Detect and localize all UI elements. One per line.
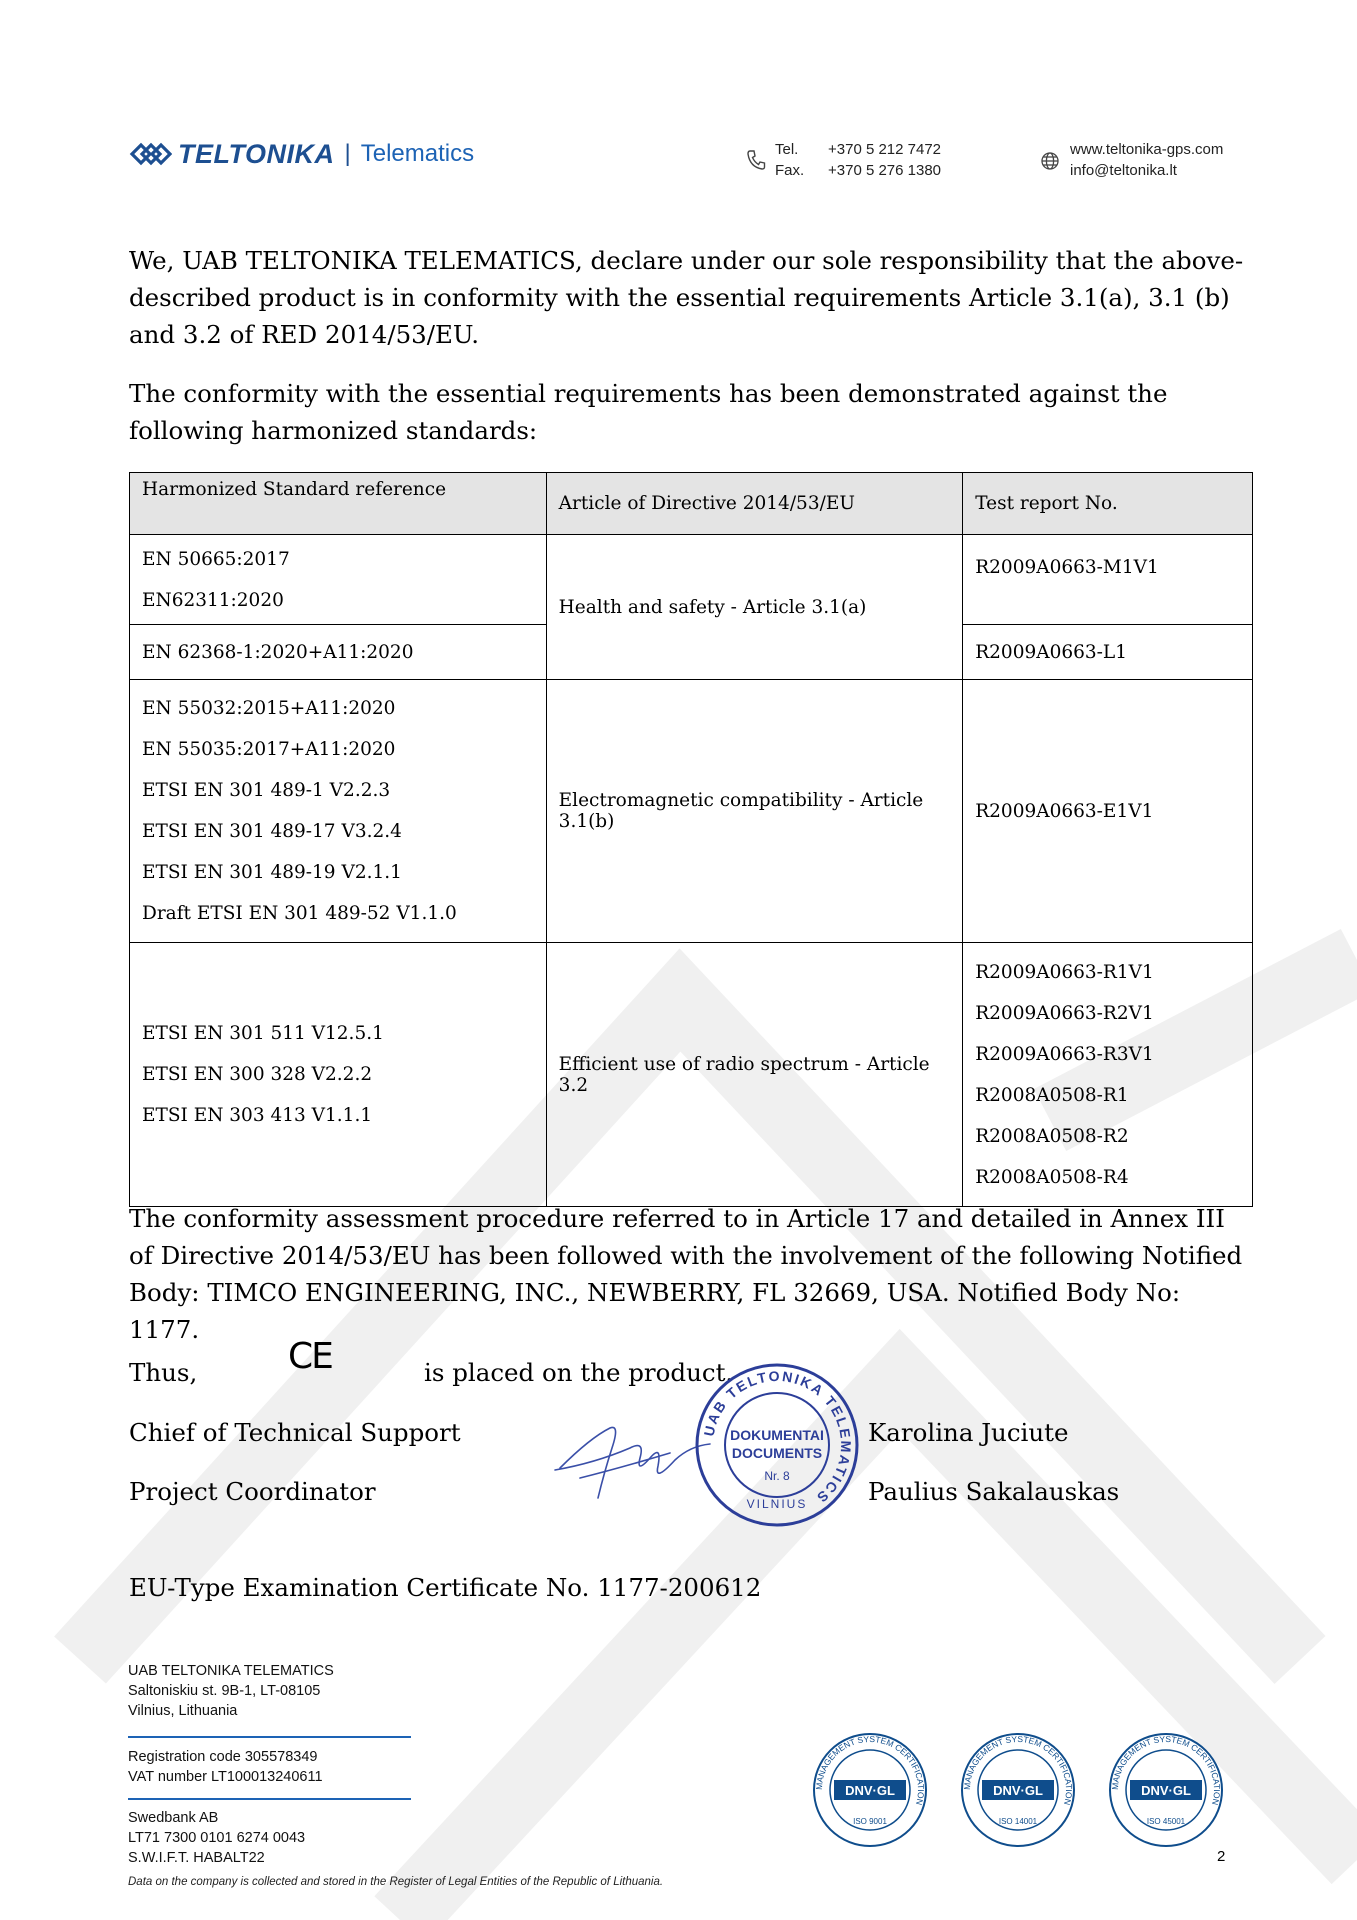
web-contact	[1070, 139, 1223, 181]
signatory-role: Chief of Technical Support	[129, 1418, 461, 1447]
seal-iso: ISO 9001	[853, 1817, 887, 1826]
footer-divider	[128, 1736, 411, 1738]
report-cell	[963, 535, 1253, 625]
company-stamp	[690, 1358, 864, 1532]
header-report: Test report No.	[963, 473, 1253, 535]
table-row	[130, 943, 1253, 1207]
standards-cell	[130, 943, 547, 1207]
thus-label: Thus,	[129, 1358, 198, 1387]
footer-street: Saltoniskiu st. 9B-1, LT-08105	[128, 1683, 321, 1699]
standard-item: EN 55032:2015+A11:2020	[142, 698, 396, 719]
globe-icon	[1040, 151, 1060, 171]
report-item: R2009A0663-E1V1	[975, 800, 1154, 822]
seal-ring-text: MANAGEMENT SYSTEM CERTIFICATION	[961, 1733, 1075, 1807]
standard-item: ETSI EN 301 511 V12.5.1	[142, 1023, 384, 1044]
email-link[interactable]: info@teltonika.lt	[1070, 162, 1177, 179]
bank-details	[128, 1808, 305, 1868]
table-row	[130, 535, 1253, 625]
standards-cell	[130, 680, 547, 943]
page-number: 2	[1217, 1848, 1226, 1865]
footer-registration: Registration code 305578349	[128, 1749, 318, 1765]
footer-swift: S.W.I.F.T. HABALT22	[128, 1850, 265, 1866]
stamp-number: Nr. 8	[764, 1469, 790, 1483]
fax-number: +370 5 276 1380	[828, 162, 942, 179]
report-item: R2008A0508-R2	[975, 1125, 1129, 1147]
assessment-text: The conformity assessment procedure referred to in Article 17 and detailed in Annex III of Directive 2014/53/EU has been followed with the involvement of the following Notified Body: TIMCO ENGINEERING, INC., NEWBERRY, FL 32669, USA. Notified Body No: 1177.	[129, 1204, 1243, 1344]
contact-values	[828, 139, 941, 181]
table-header-row	[130, 473, 1253, 535]
article-cell: Efficient use of radio spectrum - Article 3.2	[546, 943, 963, 1207]
footer-company: UAB TELTONIKA TELEMATICS	[128, 1663, 334, 1679]
certificate-number: EU-Type Examination Certificate No. 1177-200612	[129, 1573, 762, 1602]
standard-item: Draft ETSI EN 301 489-52 V1.1.0	[142, 903, 457, 924]
signatory-name: Karolina Juciute	[868, 1418, 1069, 1447]
report-item: R2009A0663-L1	[975, 641, 1127, 663]
footer-bank: Swedbank AB	[128, 1810, 219, 1826]
article-cell: Electromagnetic compatibility - Article 3.1(b)	[546, 680, 963, 943]
report-cell	[963, 943, 1253, 1207]
footer-city: Vilnius, Lithuania	[128, 1703, 238, 1719]
brand-separator: |	[344, 140, 351, 167]
dnv-iso45001-seal	[1106, 1730, 1226, 1850]
report-item: R2009A0663-M1V1	[975, 557, 1159, 578]
standard-item: EN62311:2020	[142, 589, 284, 611]
footer-divider	[128, 1798, 411, 1800]
standard-item: EN 62368-1:2020+A11:2020	[142, 641, 414, 663]
signatory-role: Project Coordinator	[129, 1477, 376, 1506]
report-item: R2008A0508-R4	[975, 1166, 1129, 1188]
standard-item: ETSI EN 303 413 V1.1.1	[142, 1105, 373, 1126]
ce-mark: CE	[288, 1336, 332, 1377]
report-item: R2009A0663-R1V1	[975, 961, 1154, 983]
standard-item: ETSI EN 300 328 V2.2.2	[142, 1064, 373, 1085]
footer-iban: LT71 7300 0101 6274 0043	[128, 1830, 306, 1846]
company-registration	[128, 1747, 323, 1787]
declaration-text: We, UAB TELTONIKA TELEMATICS, declare under our sole responsibility that the above-described product is in conformity with the essential requirements Article 3.1(a), 3.1 (b) and 3.2 of RED 2014/53/EU.	[129, 246, 1244, 349]
report-item: R2009A0663-R3V1	[975, 1043, 1154, 1065]
report-cell	[963, 625, 1253, 680]
header-standard: Harmonized Standard reference	[130, 473, 547, 535]
phone-icon	[746, 149, 766, 171]
seal-brand: DNV·GL	[845, 1783, 895, 1798]
brand-division: Telematics	[360, 140, 475, 167]
fax-label: Fax.	[775, 162, 805, 179]
dnv-iso14001-seal	[958, 1730, 1078, 1850]
header-article: Article of Directive 2014/53/EU	[546, 473, 963, 535]
stamp-ring-text: UAB TELTONIKA TELEMATICS	[700, 1367, 855, 1507]
standard-item: EN 50665:2017	[142, 548, 290, 570]
report-item: R2008A0508-R1	[975, 1084, 1129, 1106]
brand-name: TELTONIKA	[178, 138, 335, 169]
seal-ring-text: MANAGEMENT SYSTEM CERTIFICATION	[813, 1733, 927, 1807]
company-address	[128, 1661, 334, 1721]
standard-item: ETSI EN 301 489-19 V2.1.1	[142, 862, 402, 883]
stamp-line2: DOCUMENTS	[731, 1445, 823, 1461]
teltonika-mark-icon	[128, 136, 172, 172]
company-logo	[128, 136, 474, 172]
standards-intro: The conformity with the essential requirements has been demonstrated against the following harmonized standards:	[129, 379, 1168, 445]
stamp-line1: DOKUMENTAI	[730, 1427, 824, 1443]
seal-iso: ISO 45001	[1146, 1817, 1186, 1826]
report-item: R2009A0663-R2V1	[975, 1002, 1154, 1024]
stamp-city: VILNIUS	[746, 1497, 808, 1511]
seal-brand: DNV·GL	[1141, 1783, 1191, 1798]
footer-vat: VAT number LT100013240611	[128, 1769, 323, 1785]
dnv-iso9001-seal	[810, 1730, 930, 1850]
seal-iso: ISO 14001	[998, 1817, 1038, 1826]
standard-item: EN 55035:2017+A11:2020	[142, 739, 396, 760]
standards-cell	[130, 625, 547, 680]
standard-item: ETSI EN 301 489-17 V3.2.4	[142, 821, 402, 842]
tel-label: Tel.	[775, 141, 799, 158]
standards-table	[129, 472, 1253, 1201]
report-cell	[963, 680, 1253, 943]
table-row	[130, 680, 1253, 943]
standard-item: ETSI EN 301 489-1 V2.2.3	[142, 780, 391, 801]
website-link[interactable]: www.teltonika-gps.com	[1070, 141, 1224, 158]
footer-disclaimer: Data on the company is collected and stored in the Register of Legal Entities of the Republic of Lithuania.	[128, 1876, 664, 1888]
article-cell: Health and safety - Article 3.1(a)	[546, 535, 963, 680]
standards-cell	[130, 535, 547, 625]
seal-ring-text: MANAGEMENT SYSTEM CERTIFICATION	[1109, 1733, 1223, 1807]
tel-number: +370 5 212 7472	[828, 141, 942, 158]
seal-brand: DNV·GL	[993, 1783, 1043, 1798]
placed-label: is placed on the product.	[424, 1358, 734, 1387]
contact-labels	[775, 139, 804, 181]
signatory-name: Paulius Sakalauskas	[868, 1477, 1120, 1506]
